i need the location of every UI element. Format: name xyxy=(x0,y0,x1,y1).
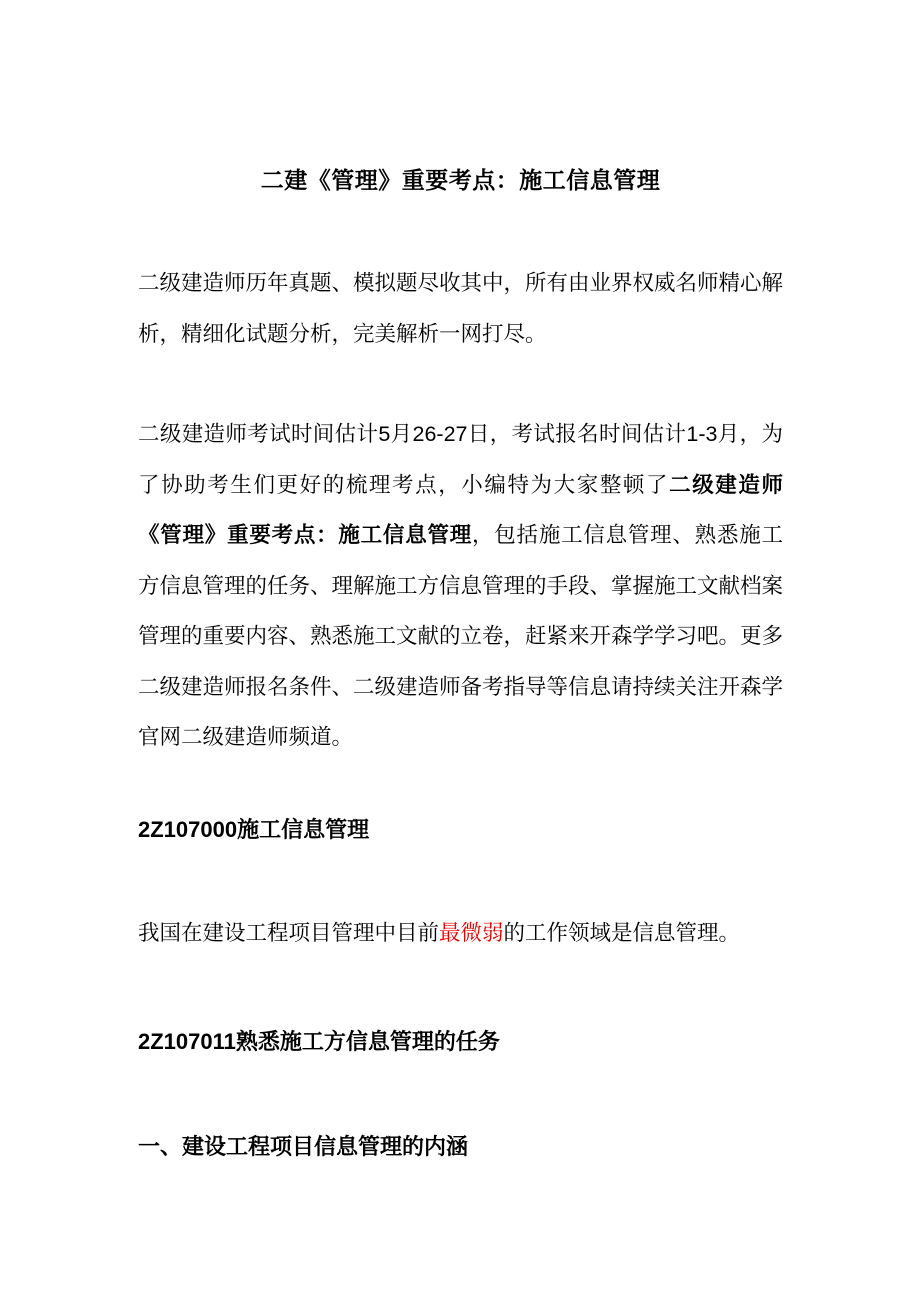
exam-info-bold-keypoint: 二级建造师《管理》重要考点：施工信息管理 xyxy=(138,472,783,547)
info-mgmt-red-highlight: 最微弱 xyxy=(439,921,504,945)
heading-section-2Z107000: 2Z107000施工信息管理 xyxy=(138,816,370,842)
paragraph-exam-info xyxy=(138,409,783,763)
info-mgmt-text-before-red: 我国在建设工程项目管理中目前 xyxy=(138,921,440,945)
paragraph-intro-text: 二级建造师历年真题、模拟题尽收其中，所有由业界权威名师精心解析，精细化试题分析，完美解析一网打尽。 xyxy=(138,271,784,346)
info-mgmt-text-after-red: 的工作领域是信息管理。 xyxy=(503,921,741,945)
paragraph-info-mgmt xyxy=(138,908,783,959)
heading-item-one: 一、建设工程项目信息管理的内涵 xyxy=(138,1134,469,1159)
paragraph-intro xyxy=(138,258,783,359)
exam-info-text-before-bold: 二级建造师考试时间估计5月26-27日，考试报名时间估计1-3月，为了协助考生们更好的梳理考点，小编特为大家整顿了 xyxy=(138,422,783,497)
document-title: 二建《管理》重要考点：施工信息管理 xyxy=(260,167,661,193)
exam-info-text-after-bold: ，包括施工信息管理、熟悉施工方信息管理的任务、理解施工方信息管理的手段、掌握施工文献档案管理的重要内容、熟悉施工文献的立卷，赶紧来开森学学习吧。更多二级建造师报名条件、二级建造师备考指导等信息请持续关注开森学官网二级建造师频道。 xyxy=(138,523,784,749)
heading-subsection-2Z107011: 2Z107011熟悉施工方信息管理的任务 xyxy=(138,1028,500,1054)
